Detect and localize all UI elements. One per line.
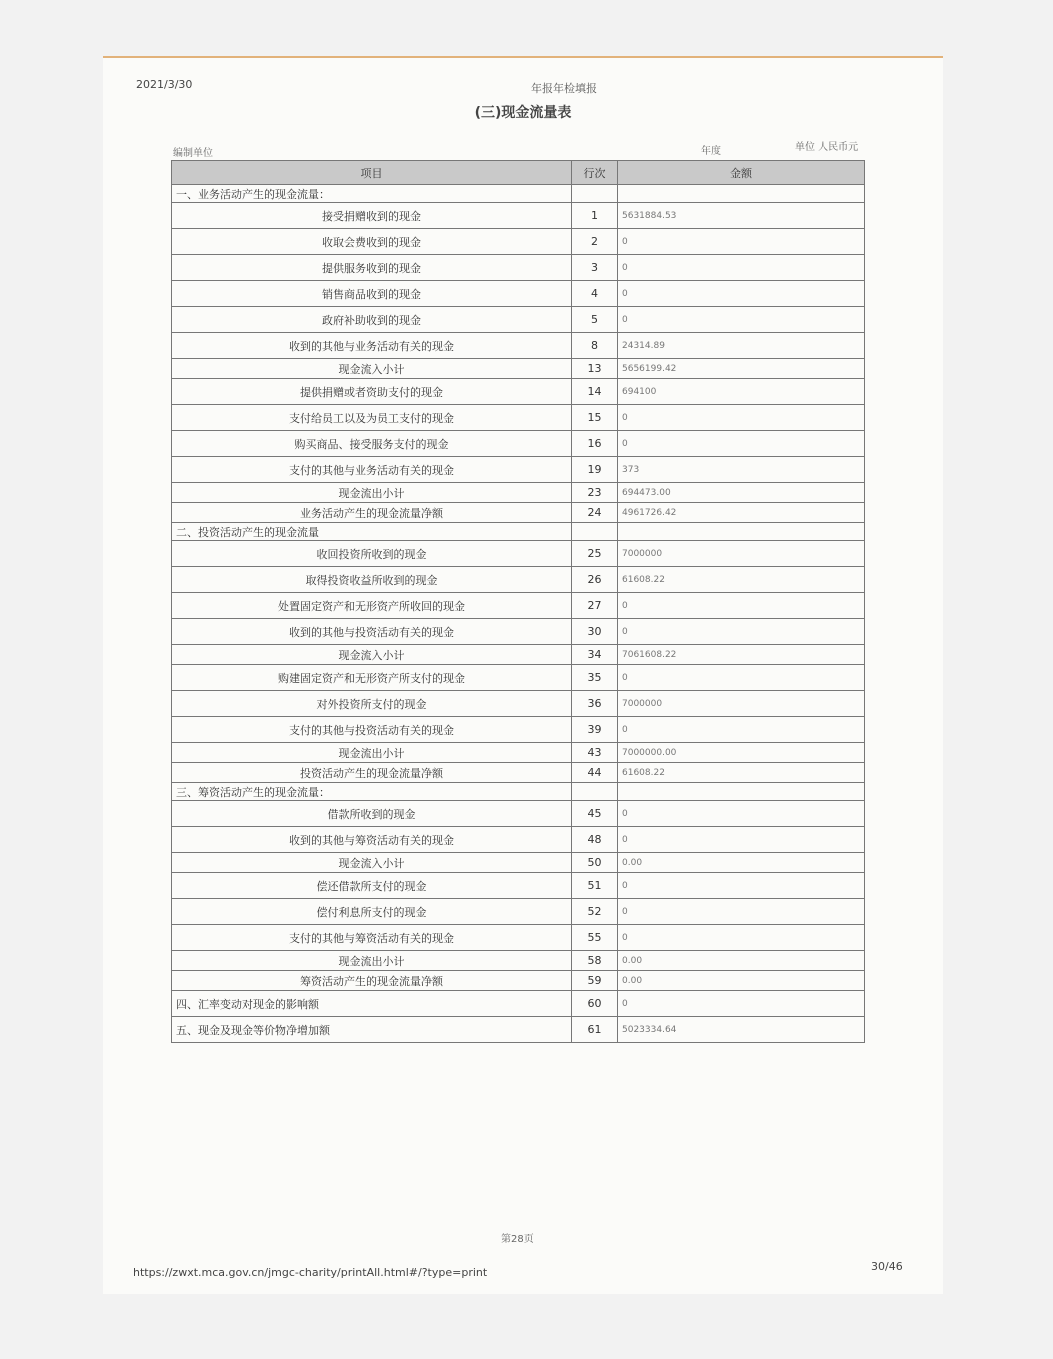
table-row [172, 971, 865, 991]
table-row [172, 763, 865, 783]
row-amount: 0 [618, 925, 865, 951]
row-item-label: 现金流出小计 [172, 951, 572, 971]
table-row [172, 853, 865, 873]
table-row [172, 431, 865, 457]
row-amount [618, 783, 865, 801]
row-amount: 0 [618, 827, 865, 853]
header-amount: 金额 [618, 161, 865, 185]
row-number: 34 [572, 645, 618, 665]
row-amount: 7000000 [618, 691, 865, 717]
row-amount: 61608.22 [618, 567, 865, 593]
row-item-label: 现金流入小计 [172, 645, 572, 665]
row-number: 14 [572, 379, 618, 405]
row-amount: 694100 [618, 379, 865, 405]
row-number: 52 [572, 899, 618, 925]
table-row [172, 379, 865, 405]
row-number: 24 [572, 503, 618, 523]
row-amount: 0 [618, 801, 865, 827]
row-number: 59 [572, 971, 618, 991]
site-title: 年报年检填报 [531, 82, 597, 95]
row-item-label: 支付的其他与投资活动有关的现金 [172, 717, 572, 743]
row-item-label: 提供服务收到的现金 [172, 255, 572, 281]
row-item-label: 收到的其他与投资活动有关的现金 [172, 619, 572, 645]
row-amount: 0 [618, 717, 865, 743]
table-row [172, 457, 865, 483]
table-row [172, 717, 865, 743]
table-row [172, 359, 865, 379]
row-number: 43 [572, 743, 618, 763]
table-row [172, 203, 865, 229]
row-number: 48 [572, 827, 618, 853]
row-amount: 0 [618, 665, 865, 691]
row-item-label: 借款所收到的现金 [172, 801, 572, 827]
table-row [172, 691, 865, 717]
row-item-label: 现金流入小计 [172, 853, 572, 873]
row-amount: 0.00 [618, 951, 865, 971]
table-row [172, 567, 865, 593]
row-amount: 0.00 [618, 971, 865, 991]
row-item-label: 现金流出小计 [172, 743, 572, 763]
row-amount [618, 185, 865, 203]
page-number: 第28页 [501, 1234, 534, 1245]
row-number: 15 [572, 405, 618, 431]
table-header-row [172, 161, 865, 185]
year-label: 年度 [701, 146, 721, 157]
row-amount: 0 [618, 405, 865, 431]
row-amount: 24314.89 [618, 333, 865, 359]
table-row [172, 255, 865, 281]
row-number: 26 [572, 567, 618, 593]
row-item-label: 偿付利息所支付的现金 [172, 899, 572, 925]
row-number: 50 [572, 853, 618, 873]
row-item-label: 二、投资活动产生的现金流量 [172, 523, 572, 541]
row-amount: 0 [618, 899, 865, 925]
row-amount: 0 [618, 431, 865, 457]
row-item-label: 收到的其他与业务活动有关的现金 [172, 333, 572, 359]
table-body [172, 185, 865, 1043]
table-row [172, 185, 865, 203]
row-item-label: 三、筹资活动产生的现金流量： [172, 783, 572, 801]
row-item-label: 收回投资所收到的现金 [172, 541, 572, 567]
row-number: 51 [572, 873, 618, 899]
row-amount: 5631884.53 [618, 203, 865, 229]
table-row [172, 523, 865, 541]
row-item-label: 支付的其他与筹资活动有关的现金 [172, 925, 572, 951]
row-item-label: 提供捐赠或者资助支付的现金 [172, 379, 572, 405]
row-amount: 61608.22 [618, 763, 865, 783]
row-item-label: 取得投资收益所收到的现金 [172, 567, 572, 593]
row-item-label: 一、业务活动产生的现金流量： [172, 185, 572, 203]
page-title: (三)现金流量表 [474, 105, 572, 121]
row-number [572, 523, 618, 541]
row-item-label: 现金流出小计 [172, 483, 572, 503]
row-number [572, 185, 618, 203]
row-item-label: 销售商品收到的现金 [172, 281, 572, 307]
row-number: 30 [572, 619, 618, 645]
printed-page [103, 56, 943, 1294]
row-amount [618, 523, 865, 541]
table-row [172, 483, 865, 503]
row-number: 23 [572, 483, 618, 503]
row-item-label: 支付给员工以及为员工支付的现金 [172, 405, 572, 431]
row-item-label: 购买商品、接受服务支付的现金 [172, 431, 572, 457]
row-number: 58 [572, 951, 618, 971]
row-item-label: 支付的其他与业务活动有关的现金 [172, 457, 572, 483]
row-number: 8 [572, 333, 618, 359]
row-item-label: 政府补助收到的现金 [172, 307, 572, 333]
table-row [172, 541, 865, 567]
table-row [172, 405, 865, 431]
row-number: 61 [572, 1017, 618, 1043]
table-row [172, 951, 865, 971]
row-amount: 7000000 [618, 541, 865, 567]
row-amount: 0 [618, 229, 865, 255]
table-row [172, 645, 865, 665]
table-row [172, 229, 865, 255]
row-item-label: 四、汇率变动对现金的影响额 [172, 991, 572, 1017]
row-item-label: 购建固定资产和无形资产所支付的现金 [172, 665, 572, 691]
table-row [172, 503, 865, 523]
row-amount: 4961726.42 [618, 503, 865, 523]
table-row [172, 827, 865, 853]
row-number: 19 [572, 457, 618, 483]
table-row [172, 665, 865, 691]
row-item-label: 接受捐赠收到的现金 [172, 203, 572, 229]
row-amount: 0 [618, 991, 865, 1017]
row-number: 27 [572, 593, 618, 619]
row-number: 4 [572, 281, 618, 307]
row-number: 44 [572, 763, 618, 783]
row-amount: 373 [618, 457, 865, 483]
row-number: 5 [572, 307, 618, 333]
row-item-label: 现金流入小计 [172, 359, 572, 379]
row-amount: 694473.00 [618, 483, 865, 503]
page-count: 30/46 [871, 1260, 903, 1273]
table-row [172, 801, 865, 827]
table-row [172, 619, 865, 645]
table-row [172, 783, 865, 801]
table-row [172, 873, 865, 899]
row-number: 45 [572, 801, 618, 827]
row-number: 25 [572, 541, 618, 567]
row-amount: 0 [618, 593, 865, 619]
row-item-label: 五、现金及现金等价物净增加额 [172, 1017, 572, 1043]
row-number: 1 [572, 203, 618, 229]
row-amount: 5023334.64 [618, 1017, 865, 1043]
row-item-label: 收到的其他与筹资活动有关的现金 [172, 827, 572, 853]
row-amount: 0.00 [618, 853, 865, 873]
row-number: 60 [572, 991, 618, 1017]
row-item-label: 处置固定资产和无形资产所收回的现金 [172, 593, 572, 619]
row-number: 35 [572, 665, 618, 691]
row-item-label: 对外投资所支付的现金 [172, 691, 572, 717]
row-amount: 0 [618, 619, 865, 645]
row-amount: 5656199.42 [618, 359, 865, 379]
footer-url: https://zwxt.mca.gov.cn/jmgc-charity/printAll.html#/?type=print [133, 1266, 488, 1279]
table-row [172, 281, 865, 307]
row-number: 39 [572, 717, 618, 743]
table-row [172, 307, 865, 333]
compiling-unit-label: 编制单位 [173, 148, 213, 159]
table-row [172, 333, 865, 359]
row-number: 2 [572, 229, 618, 255]
header-item: 项目 [172, 161, 572, 185]
print-date: 2021/3/30 [136, 78, 193, 91]
row-amount: 7000000.00 [618, 743, 865, 763]
table-row [172, 593, 865, 619]
row-amount: 0 [618, 255, 865, 281]
row-item-label: 业务活动产生的现金流量净额 [172, 503, 572, 523]
currency-label: 单位 人民币元 [795, 142, 859, 153]
row-number: 16 [572, 431, 618, 457]
row-number: 55 [572, 925, 618, 951]
table-row [172, 899, 865, 925]
row-number: 3 [572, 255, 618, 281]
row-item-label: 筹资活动产生的现金流量净额 [172, 971, 572, 991]
row-amount: 0 [618, 281, 865, 307]
table-row [172, 1017, 865, 1043]
table-row [172, 925, 865, 951]
row-number [572, 783, 618, 801]
row-item-label: 投资活动产生的现金流量净额 [172, 763, 572, 783]
row-item-label: 偿还借款所支付的现金 [172, 873, 572, 899]
table-row [172, 991, 865, 1017]
header-row-no: 行次 [572, 161, 618, 185]
table-row [172, 743, 865, 763]
cash-flow-table [171, 160, 865, 1043]
row-amount: 7061608.22 [618, 645, 865, 665]
row-number: 13 [572, 359, 618, 379]
row-amount: 0 [618, 873, 865, 899]
row-number: 36 [572, 691, 618, 717]
row-item-label: 收取会费收到的现金 [172, 229, 572, 255]
row-amount: 0 [618, 307, 865, 333]
